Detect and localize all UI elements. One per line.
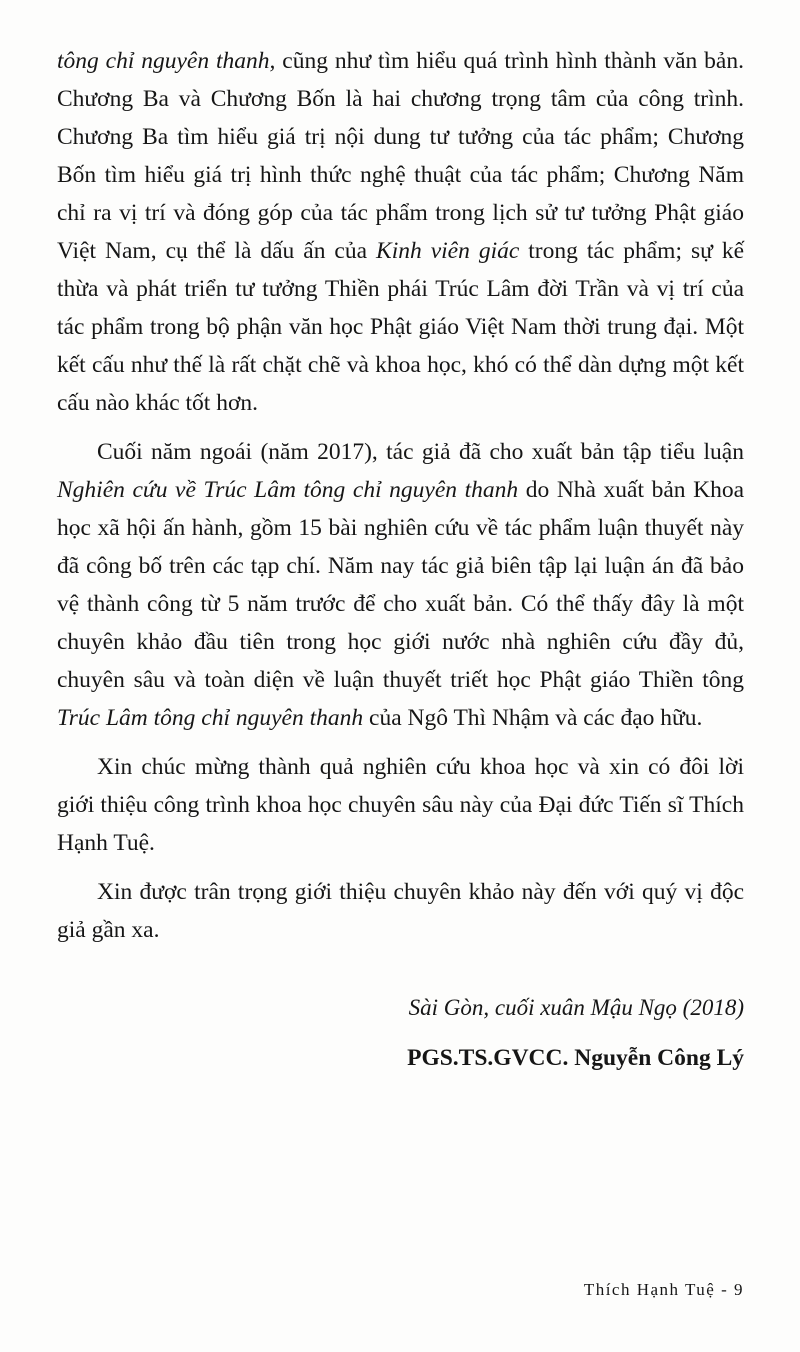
signature-place-date: Sài Gòn, cuối xuân Mậu Ngọ (2018): [408, 995, 744, 1020]
work-title-italic: Trúc Lâm tông chỉ nguyên thanh: [57, 705, 364, 731]
signature-author: PGS.TS.GVCC. Nguyễn Công Lý: [407, 1045, 744, 1071]
page-body-text: [57, 42, 744, 949]
body-text-run: trong tác phẩm; sự kế thừa và phát triển tư tưởng Thiền phái Trúc Lâm đời Trần và vị trí của tác phẩm trong bộ phận văn học Phật giáo Việt Nam thời trung đại. Một kết cấu như thế là rất chặt chẽ và khoa học, khó có thể dàn dựng một kết cấu nào khác tốt hơn.: [57, 238, 744, 416]
paragraph-4: [57, 873, 744, 949]
body-text-run: Xin được trân trọng giới thiệu chuyên khảo này đến với quý vị độc giả gần xa.: [57, 879, 744, 943]
work-title-italic: tông chỉ nguyên thanh,: [57, 48, 283, 74]
page-footer: [584, 1280, 744, 1300]
work-title-italic: Nghiên cứu về Trúc Lâm tông chỉ nguyên thanh: [57, 477, 519, 503]
signature-block: [57, 993, 744, 1073]
body-text-run: của Ngô Thì Nhậm và các đạo hữu.: [363, 705, 703, 731]
work-title-italic: Kinh viên giác: [376, 238, 520, 264]
paragraph-3: [57, 748, 744, 862]
body-text-run: do Nhà xuất bản Khoa học xã hội ấn hành, gồm 15 bài nghiên cứu về tác phẩm luận thuyết này đã công bố trên các tạp chí. Năm nay tác giả biên tập lại luận án đã bảo vệ thành công từ 5 năm trước để cho xuất bản. Có thể thấy đây là một chuyên khảo đầu tiên trong học giới nước nhà nghiên cứu đầy đủ, chuyên sâu và toàn diện về luận thuyết triết học Phật giáo Thiền tông: [57, 477, 744, 693]
body-text-run: cũng như tìm hiểu quá trình hình thành văn bản. Chương Ba và Chương Bốn là hai chương trọng tâm của công trình. Chương Ba tìm hiểu giá trị nội dung tư tưởng của tác phẩm; Chương Bốn tìm hiểu giá trị hình thức nghệ thuật của tác phẩm; Chương Năm chỉ ra vị trí và đóng góp của tác phẩm trong lịch sử tư tưởng Phật giáo Việt Nam, cụ thể là dấu ấn của: [57, 48, 744, 264]
paragraph-2: [57, 433, 744, 737]
paragraph-1: [57, 42, 744, 422]
running-title-page-number: Thích Hạnh Tuệ - 9: [583, 1280, 744, 1299]
body-text-run: Xin chúc mừng thành quả nghiên cứu khoa học và xin có đôi lời giới thiệu công trình khoa học chuyên sâu này của Đại đức Tiến sĩ Thích Hạnh Tuệ.: [57, 754, 744, 856]
body-text-run: Cuối năm ngoái (năm 2017), tác giả đã cho xuất bản tập tiểu luận: [97, 439, 744, 465]
